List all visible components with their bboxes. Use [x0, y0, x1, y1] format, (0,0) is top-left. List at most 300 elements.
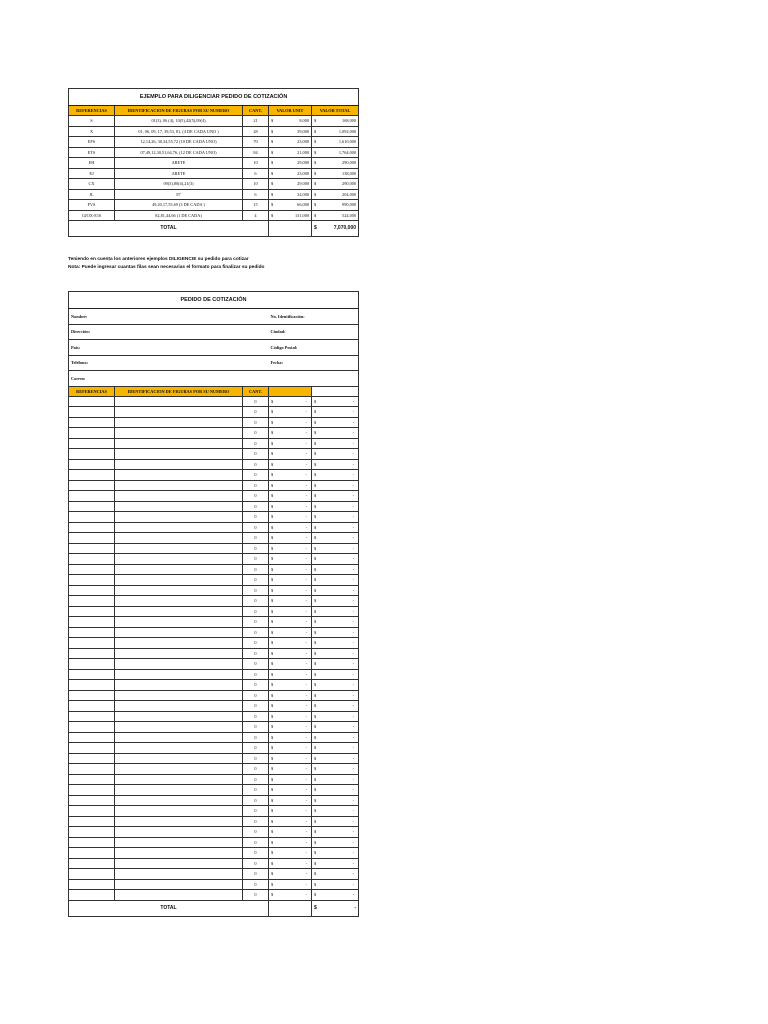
identification-input-cell[interactable] [115, 501, 243, 512]
total-value-cell: $ 1,764,000 [312, 147, 359, 158]
col-header-quantity: CANT. [243, 386, 269, 396]
quantity-input-cell[interactable]: 0 [243, 564, 269, 575]
identification-input-cell[interactable] [115, 732, 243, 743]
identification-input-cell[interactable] [115, 869, 243, 880]
order-row[interactable] [69, 890, 359, 901]
identification-input-cell[interactable] [115, 575, 243, 586]
unit-value-input-cell[interactable]: $ - [269, 459, 312, 470]
order-row[interactable] [69, 522, 359, 533]
identification-input-cell[interactable] [115, 554, 243, 565]
unit-value-input-cell[interactable]: $ - [269, 848, 312, 859]
unit-value-input-cell[interactable]: $ - [269, 638, 312, 649]
unit-value-input-cell[interactable]: $ - [269, 585, 312, 596]
identification-input-cell[interactable] [115, 564, 243, 575]
example-row [69, 189, 359, 200]
order-row[interactable] [69, 795, 359, 806]
unit-value-input-cell[interactable]: $ - [269, 753, 312, 764]
reference-input-cell[interactable] [69, 879, 115, 890]
order-row[interactable] [69, 711, 359, 722]
quantity-input-cell[interactable]: 0 [243, 827, 269, 838]
order-row[interactable] [69, 470, 359, 481]
quantity-input-cell[interactable]: 0 [243, 449, 269, 460]
identification-input-cell[interactable] [115, 491, 243, 502]
reference-input-cell[interactable] [69, 512, 115, 523]
reference-input-cell[interactable] [69, 585, 115, 596]
field-label: Teléfono: [69, 355, 269, 371]
col-header-identification: IDENTIFICACION DE FIGURAS POR SU NUMERO [115, 386, 243, 396]
unit-value-input-cell[interactable]: $ - [269, 543, 312, 554]
identification-input-cell[interactable] [115, 533, 243, 544]
order-row[interactable] [69, 480, 359, 491]
field-label: Código Postal: [269, 340, 359, 356]
identification-input-cell[interactable] [115, 428, 243, 439]
unit-value-input-cell[interactable]: $ - [269, 554, 312, 565]
quantity-input-cell[interactable]: 0 [243, 459, 269, 470]
reference-input-cell[interactable] [69, 648, 115, 659]
unit-value-input-cell[interactable]: $ - [269, 575, 312, 586]
order-row[interactable] [69, 533, 359, 544]
order-row[interactable] [69, 417, 359, 428]
identification-cell: 01(3), 06 (4), 10(5),42(5),09(4) [115, 116, 243, 127]
unit-value-input-cell[interactable]: $ - [269, 869, 312, 880]
total-value-cell: $ - [312, 564, 359, 575]
total-value-cell: $ - [312, 722, 359, 733]
identification-input-cell[interactable] [115, 711, 243, 722]
unit-value-input-cell[interactable]: $ - [269, 690, 312, 701]
order-row[interactable] [69, 701, 359, 712]
quantity-input-cell[interactable]: 0 [243, 795, 269, 806]
identification-cell: 49,20,17,55,69 (3 DE CADA ) [115, 200, 243, 211]
reference-cell: FVS [69, 200, 115, 211]
order-row[interactable] [69, 743, 359, 754]
total-value-cell: $ - [312, 669, 359, 680]
unit-value-input-cell[interactable]: $ - [269, 522, 312, 533]
unit-value-input-cell[interactable]: $ - [269, 606, 312, 617]
order-row[interactable] [69, 680, 359, 691]
order-row[interactable] [69, 585, 359, 596]
reference-cell: CX [69, 179, 115, 190]
quantity-input-cell[interactable]: 0 [243, 575, 269, 586]
identification-input-cell[interactable] [115, 837, 243, 848]
reference-input-cell[interactable] [69, 722, 115, 733]
reference-input-cell[interactable] [69, 491, 115, 502]
quantity-cell: 10 [243, 158, 269, 169]
order-row[interactable] [69, 606, 359, 617]
total-value-cell: $ - [312, 753, 359, 764]
reference-input-cell[interactable] [69, 659, 115, 670]
identification-input-cell[interactable] [115, 638, 243, 649]
reference-input-cell[interactable] [69, 638, 115, 649]
reference-input-cell[interactable] [69, 701, 115, 712]
reference-input-cell[interactable] [69, 669, 115, 680]
customer-info-row[interactable] [69, 355, 359, 371]
reference-input-cell[interactable] [69, 785, 115, 796]
total-value-cell: $ - [312, 648, 359, 659]
quantity-input-cell[interactable]: 0 [243, 732, 269, 743]
quantity-input-cell[interactable]: 0 [243, 585, 269, 596]
order-row[interactable] [69, 806, 359, 817]
quantity-input-cell[interactable]: 0 [243, 396, 269, 407]
order-row[interactable] [69, 858, 359, 869]
reference-input-cell[interactable] [69, 522, 115, 533]
unit-value-input-cell[interactable]: $ - [269, 816, 312, 827]
order-row[interactable] [69, 512, 359, 523]
quantity-input-cell[interactable]: 0 [243, 554, 269, 565]
unit-value-input-cell[interactable]: $ - [269, 396, 312, 407]
total-value-cell: $ - [312, 438, 359, 449]
quantity-input-cell[interactable]: 0 [243, 543, 269, 554]
order-row[interactable] [69, 848, 359, 859]
identification-input-cell[interactable] [115, 522, 243, 533]
quantity-cell: 28 [243, 126, 269, 137]
identification-input-cell[interactable] [115, 417, 243, 428]
quantity-input-cell[interactable]: 0 [243, 743, 269, 754]
order-row[interactable] [69, 869, 359, 880]
identification-input-cell[interactable] [115, 848, 243, 859]
unit-value-cell: $ 23,000 [269, 137, 312, 148]
quantity-input-cell[interactable]: 0 [243, 690, 269, 701]
order-row[interactable] [69, 837, 359, 848]
order-title: PEDIDO DE COTIZACIÓN [69, 292, 359, 309]
identification-input-cell[interactable] [115, 585, 243, 596]
quantity-input-cell[interactable]: 0 [243, 606, 269, 617]
unit-value-input-cell[interactable]: $ - [269, 648, 312, 659]
quantity-input-cell[interactable]: 0 [243, 669, 269, 680]
quantity-input-cell[interactable]: 0 [243, 480, 269, 491]
customer-info-row[interactable] [69, 340, 359, 356]
example-total-label: TOTAL [69, 221, 269, 237]
unit-value-input-cell[interactable]: $ - [269, 837, 312, 848]
identification-input-cell[interactable] [115, 890, 243, 901]
customer-info-row[interactable] [69, 371, 359, 387]
total-value-cell: $ - [312, 491, 359, 502]
identification-input-cell[interactable] [115, 764, 243, 775]
unit-value-input-cell[interactable]: $ - [269, 491, 312, 502]
reference-input-cell[interactable] [69, 858, 115, 869]
reference-input-cell[interactable] [69, 795, 115, 806]
reference-cell: JL [69, 189, 115, 200]
identification-cell: 09(3),80(4),21(3) [115, 179, 243, 190]
reference-input-cell[interactable] [69, 543, 115, 554]
total-value-cell: $ - [312, 533, 359, 544]
identification-input-cell[interactable] [115, 438, 243, 449]
reference-input-cell[interactable] [69, 470, 115, 481]
identification-input-cell[interactable] [115, 596, 243, 607]
total-value-cell: $ - [312, 659, 359, 670]
quantity-input-cell[interactable]: 0 [243, 512, 269, 523]
order-row[interactable] [69, 449, 359, 460]
quantity-input-cell[interactable]: 0 [243, 848, 269, 859]
reference-input-cell[interactable] [69, 449, 115, 460]
order-row[interactable] [69, 732, 359, 743]
quantity-input-cell[interactable]: 0 [243, 879, 269, 890]
order-row[interactable] [69, 648, 359, 659]
quantity-input-cell[interactable]: 0 [243, 785, 269, 796]
order-row[interactable] [69, 659, 359, 670]
reference-input-cell[interactable] [69, 732, 115, 743]
reference-input-cell[interactable] [69, 396, 115, 407]
order-row[interactable] [69, 617, 359, 628]
unit-value-input-cell[interactable]: $ - [269, 533, 312, 544]
order-row[interactable] [69, 669, 359, 680]
identification-input-cell[interactable] [115, 743, 243, 754]
quantity-input-cell[interactable]: 0 [243, 701, 269, 712]
identification-input-cell[interactable] [115, 659, 243, 670]
unit-value-input-cell[interactable]: $ - [269, 858, 312, 869]
order-row[interactable] [69, 753, 359, 764]
unit-value-input-cell[interactable]: $ - [269, 680, 312, 691]
order-row[interactable] [69, 638, 359, 649]
order-row[interactable] [69, 564, 359, 575]
identification-input-cell[interactable] [115, 795, 243, 806]
order-row[interactable] [69, 764, 359, 775]
unit-value-input-cell[interactable]: $ - [269, 669, 312, 680]
unit-value-input-cell[interactable]: $ - [269, 417, 312, 428]
unit-value-input-cell[interactable]: $ - [269, 627, 312, 638]
order-row[interactable] [69, 774, 359, 785]
reference-input-cell[interactable] [69, 848, 115, 859]
quantity-input-cell[interactable]: 0 [243, 470, 269, 481]
identification-input-cell[interactable] [115, 722, 243, 733]
quantity-input-cell[interactable]: 0 [243, 648, 269, 659]
example-total-row [69, 221, 359, 237]
unit-value-input-cell[interactable]: $ - [269, 617, 312, 628]
reference-input-cell[interactable] [69, 627, 115, 638]
identification-input-cell[interactable] [115, 606, 243, 617]
quantity-input-cell[interactable]: 0 [243, 501, 269, 512]
total-value-cell: $ - [312, 606, 359, 617]
quantity-input-cell[interactable]: 0 [243, 806, 269, 817]
identification-input-cell[interactable] [115, 701, 243, 712]
order-row[interactable] [69, 501, 359, 512]
quantity-input-cell[interactable]: 0 [243, 816, 269, 827]
example-sheet [68, 88, 358, 237]
quantity-input-cell[interactable]: 0 [243, 711, 269, 722]
quantity-input-cell[interactable]: 0 [243, 722, 269, 733]
total-value-cell: $ - [312, 743, 359, 754]
identification-input-cell[interactable] [115, 753, 243, 764]
unit-value-input-cell[interactable]: $ - [269, 512, 312, 523]
reference-input-cell[interactable] [69, 501, 115, 512]
quantity-input-cell[interactable]: 0 [243, 617, 269, 628]
identification-input-cell[interactable] [115, 396, 243, 407]
quantity-input-cell[interactable]: 0 [243, 753, 269, 764]
quantity-input-cell[interactable]: 0 [243, 659, 269, 670]
unit-value-input-cell[interactable]: $ - [269, 596, 312, 607]
quantity-input-cell[interactable]: 0 [243, 869, 269, 880]
reference-input-cell[interactable] [69, 480, 115, 491]
example-title: EJEMPLO PARA DILIGENCIAR PEDIDO DE COTIZACIÓN [69, 89, 359, 106]
quantity-input-cell[interactable]: 0 [243, 764, 269, 775]
quantity-input-cell[interactable]: 0 [243, 774, 269, 785]
unit-value-input-cell[interactable]: $ - [269, 480, 312, 491]
quantity-input-cell[interactable]: 0 [243, 627, 269, 638]
reference-input-cell[interactable] [69, 575, 115, 586]
order-row[interactable] [69, 575, 359, 586]
unit-value-input-cell[interactable]: $ - [269, 806, 312, 817]
identification-cell: 12,14,26, 30,34,55,72 (10 DE CADA UNO) [115, 137, 243, 148]
example-row [69, 179, 359, 190]
unit-value-input-cell[interactable]: $ - [269, 711, 312, 722]
customer-info-row[interactable] [69, 309, 359, 325]
unit-value-input-cell[interactable]: $ - [269, 795, 312, 806]
unit-value-input-cell[interactable]: $ - [269, 659, 312, 670]
customer-info-row[interactable] [69, 324, 359, 340]
order-row[interactable] [69, 816, 359, 827]
unit-value-input-cell[interactable]: $ - [269, 501, 312, 512]
reference-cell: GJOX-E10 [69, 210, 115, 221]
example-total-value: $ 7,070,000 [312, 221, 359, 237]
total-value-cell: $ - [312, 690, 359, 701]
quantity-input-cell[interactable]: 0 [243, 638, 269, 649]
reference-input-cell[interactable] [69, 554, 115, 565]
quantity-input-cell[interactable]: 0 [243, 533, 269, 544]
identification-input-cell[interactable] [115, 648, 243, 659]
quantity-input-cell[interactable]: 0 [243, 491, 269, 502]
total-value-cell: $ - [312, 764, 359, 775]
reference-cell: EFS [69, 137, 115, 148]
identification-cell: ARETE [115, 168, 243, 179]
quantity-input-cell[interactable]: 0 [243, 428, 269, 439]
unit-value-input-cell[interactable]: $ - [269, 470, 312, 481]
unit-value-input-cell[interactable]: $ - [269, 564, 312, 575]
quantity-input-cell[interactable]: 0 [243, 680, 269, 691]
identification-input-cell[interactable] [115, 407, 243, 418]
identification-input-cell[interactable] [115, 774, 243, 785]
unit-value-input-cell[interactable]: $ - [269, 722, 312, 733]
total-value-cell: $ - [312, 407, 359, 418]
unit-value-input-cell[interactable]: $ - [269, 785, 312, 796]
reference-input-cell[interactable] [69, 764, 115, 775]
reference-input-cell[interactable] [69, 827, 115, 838]
order-row[interactable] [69, 428, 359, 439]
order-row[interactable] [69, 459, 359, 470]
order-row[interactable] [69, 827, 359, 838]
reference-input-cell[interactable] [69, 680, 115, 691]
field-label: Nombre: [69, 309, 269, 325]
identification-input-cell[interactable] [115, 690, 243, 701]
reference-input-cell[interactable] [69, 743, 115, 754]
identification-input-cell[interactable] [115, 858, 243, 869]
identification-input-cell[interactable] [115, 827, 243, 838]
order-row[interactable] [69, 554, 359, 565]
reference-input-cell[interactable] [69, 816, 115, 827]
quantity-cell: 15 [243, 200, 269, 211]
reference-input-cell[interactable] [69, 753, 115, 764]
quantity-input-cell[interactable]: 0 [243, 858, 269, 869]
identification-input-cell[interactable] [115, 680, 243, 691]
identification-input-cell[interactable] [115, 480, 243, 491]
field-label: Fecha: [269, 355, 359, 371]
identification-input-cell[interactable] [115, 512, 243, 523]
quantity-input-cell[interactable]: 0 [243, 417, 269, 428]
reference-input-cell[interactable] [69, 564, 115, 575]
reference-input-cell[interactable] [69, 806, 115, 817]
unit-value-input-cell[interactable]: $ - [269, 827, 312, 838]
reference-input-cell[interactable] [69, 606, 115, 617]
reference-input-cell[interactable] [69, 837, 115, 848]
identification-input-cell[interactable] [115, 806, 243, 817]
unit-value-input-cell[interactable]: $ - [269, 743, 312, 754]
unit-value-input-cell[interactable]: $ - [269, 879, 312, 890]
order-row[interactable] [69, 627, 359, 638]
total-value-cell: $ 290,000 [312, 179, 359, 190]
total-value-cell: $ 1,610,000 [312, 137, 359, 148]
unit-value-input-cell[interactable]: $ - [269, 890, 312, 901]
unit-value-input-cell[interactable]: $ - [269, 428, 312, 439]
order-row[interactable] [69, 543, 359, 554]
reference-input-cell[interactable] [69, 438, 115, 449]
reference-input-cell[interactable] [69, 407, 115, 418]
order-row[interactable] [69, 438, 359, 449]
unit-value-input-cell[interactable]: $ - [269, 438, 312, 449]
unit-value-input-cell[interactable]: $ - [269, 774, 312, 785]
order-row[interactable] [69, 396, 359, 407]
quantity-input-cell[interactable]: 0 [243, 407, 269, 418]
quantity-input-cell[interactable]: 0 [243, 596, 269, 607]
identification-input-cell[interactable] [115, 470, 243, 481]
identification-input-cell[interactable] [115, 669, 243, 680]
order-row[interactable] [69, 879, 359, 890]
order-row[interactable] [69, 722, 359, 733]
reference-cell: S [69, 116, 115, 127]
order-row[interactable] [69, 491, 359, 502]
reference-input-cell[interactable] [69, 596, 115, 607]
reference-input-cell[interactable] [69, 417, 115, 428]
order-row[interactable] [69, 407, 359, 418]
reference-input-cell[interactable] [69, 459, 115, 470]
quantity-input-cell[interactable]: 0 [243, 890, 269, 901]
order-row[interactable] [69, 785, 359, 796]
order-row[interactable] [69, 690, 359, 701]
identification-input-cell[interactable] [115, 459, 243, 470]
quantity-input-cell[interactable]: 0 [243, 438, 269, 449]
reference-input-cell[interactable] [69, 774, 115, 785]
reference-input-cell[interactable] [69, 428, 115, 439]
identification-input-cell[interactable] [115, 816, 243, 827]
reference-input-cell[interactable] [69, 890, 115, 901]
unit-value-input-cell[interactable]: $ - [269, 732, 312, 743]
identification-input-cell[interactable] [115, 879, 243, 890]
order-row[interactable] [69, 596, 359, 607]
total-value-cell: $ - [312, 543, 359, 554]
col-header-unit-value [269, 386, 312, 396]
reference-input-cell[interactable] [69, 869, 115, 880]
unit-value-cell: $ 8,000 [269, 116, 312, 127]
identification-input-cell[interactable] [115, 785, 243, 796]
total-value-cell: $ 524,000 [312, 210, 359, 221]
total-value-cell: $ 204,000 [312, 189, 359, 200]
quantity-input-cell[interactable]: 0 [243, 837, 269, 848]
quantity-input-cell[interactable]: 0 [243, 522, 269, 533]
identification-input-cell[interactable] [115, 543, 243, 554]
total-value-cell: $ - [312, 554, 359, 565]
quantity-cell: 21 [243, 116, 269, 127]
reference-input-cell[interactable] [69, 617, 115, 628]
unit-value-input-cell[interactable]: $ - [269, 764, 312, 775]
reference-input-cell[interactable] [69, 690, 115, 701]
total-value-cell: $ - [312, 795, 359, 806]
unit-value-input-cell[interactable]: $ - [269, 701, 312, 712]
identification-input-cell[interactable] [115, 449, 243, 460]
unit-value-input-cell[interactable]: $ - [269, 449, 312, 460]
unit-value-input-cell[interactable]: $ - [269, 407, 312, 418]
identification-input-cell[interactable] [115, 617, 243, 628]
identification-input-cell[interactable] [115, 627, 243, 638]
reference-input-cell[interactable] [69, 533, 115, 544]
reference-input-cell[interactable] [69, 711, 115, 722]
total-value-cell: $ - [312, 627, 359, 638]
